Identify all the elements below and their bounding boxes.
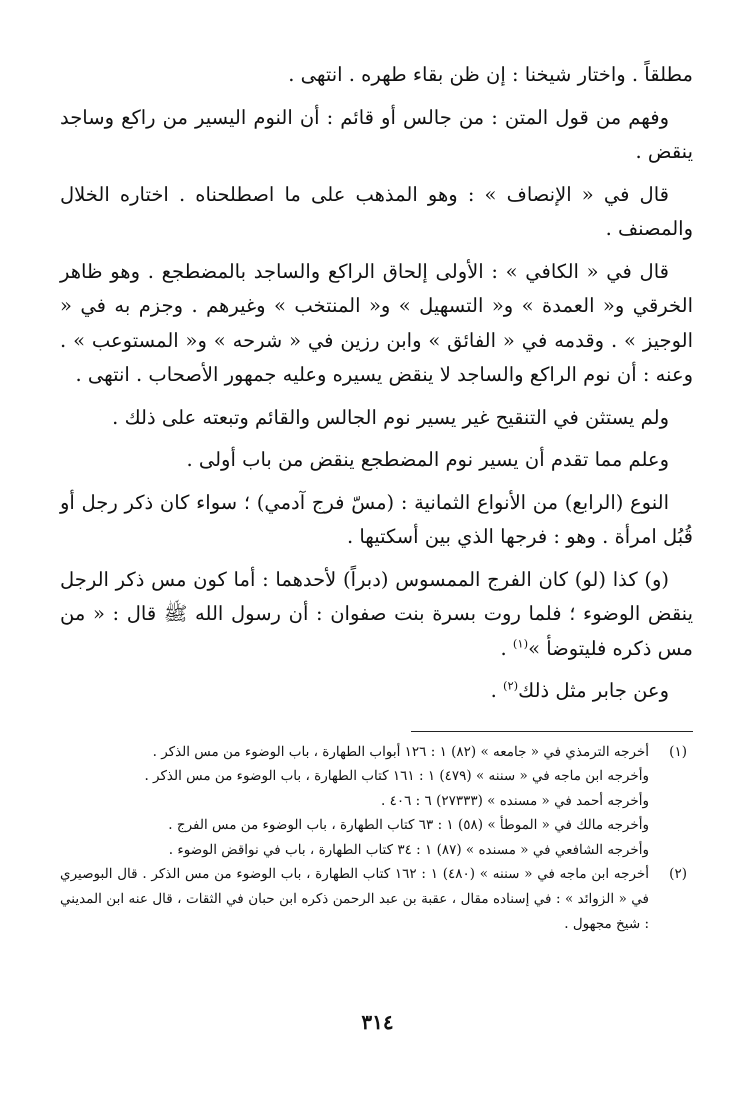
paragraph-8-text: (و) كذا (لو) كان الفرج الممسوس (دبراً) لأحدهما : أما كون مس ذكر الرجل ينقض الوضوء ؛ فلما روت بسرة بنت صفوان : أن رسول الله ﷺ قال : « من مس ذكره فليتوضأ » [60,567,693,660]
page-number: ٣١٤ [361,1010,394,1034]
paragraph-6: وعلم مما تقدم أن يسير نوم المضطجع ينقض من باب أولى . [186,448,669,471]
paragraph-9-tail: . [490,679,503,702]
footnote-2-line-1: أخرجه ابن ماجه في « سننه » (٤٨٠) ١ : ١٦٢ كتاب الطهارة ، باب الوضوء من مس الذكر . قال البوصيري في « الزوائد » : في إسناده مقال ، عقبة بن عبد الرحمن ذكره ابن حبان في الثقات ، قال عنه ابن المديني : شيخ مجهول . [60,866,649,932]
paragraph-2: وفهم من قول المتن : من جالس أو قائم : أن النوم اليسير من راكع وساجد ينقض . [60,105,693,163]
footnote-1-body [60,740,649,863]
paragraph-5: ولم يستثن في التنقيح غير يسير نوم الجالس والقائم وتبعته على ذلك . [112,405,669,429]
footnote-1-line-2: وأخرجه ابن ماجه في « سننه » (٤٧٩) ١ : ١٦١ كتاب الطهارة ، باب الوضوء من مس الذكر . [144,768,649,785]
paragraph-8 [60,563,693,667]
footnote-1-line-3: وأخرجه أحمد في « مسنده » (٢٧٣٣٣) ٦ : ٤٠٦ . [381,792,649,809]
footnote-1 [60,740,693,863]
paragraph-8-tail: . [500,636,513,660]
footnote-1-line-4: وأخرجه مالك في « الموطأ » (٥٨) ١ : ٦٣ كتاب الطهارة ، باب الوضوء من مس الفرج . [168,817,649,834]
paragraph-9 [60,674,693,709]
footnote-2-body [60,862,649,936]
footnote-1-line-1: أخرجه الترمذي في « جامعه » (٨٢) ١ : ١٢٦ أبواب الطهارة ، باب الوضوء من مس الذكر . [152,743,649,760]
footnote-1-number: (١) [669,743,687,760]
main-text [60,58,693,709]
footnote-ref-1: (١) [512,636,529,650]
paragraph-4: قال في « الكافي » : الأولى إلحاق الراكع والساجد بالمضطجع . وهو ظاهر الخرقي و« العمدة » و« التسهيل » و« المنتخب » وغيرهم . وجزم به في « الوجيز » . وقدمه في « الفائق » وابن رزين في « شرحه » و« المستوعب » . وعنه : أن نوم الراكع والساجد لا ينقض يسيره وعليه جمهور الأصحاب . انتهى . [60,259,693,386]
footnote-1-line-5: وأخرجه الشافعي في « مسنده » (٨٧) ١ : ٣٤ كتاب الطهارة ، باب في نواقض الوضوء . [168,841,649,858]
paragraph-7: النوع (الرابع) من الأنواع الثمانية : (مسّ فرج آدمي) ؛ سواء كان ذكر رجل أو قُبُل امرأة . وهو : فرجها الذي بين أسكتيها . [60,490,693,548]
footnote-2 [60,862,693,936]
paragraph-3: قال في « الإنصاف » : وهو المذهب على ما اصطلحناه . اختاره الخلال والمصنف . [60,182,693,240]
footnote-2-number: (٢) [669,866,687,883]
footnotes [60,740,693,937]
footnote-divider [411,731,693,732]
footnote-ref-2: (٢) [502,678,519,693]
paragraph-1: مطلقاً . واختار شيخنا : إن ظن بقاء طهره . انتهى . [288,63,693,86]
paragraph-9-text: وعن جابر مثل ذلك [518,679,669,702]
